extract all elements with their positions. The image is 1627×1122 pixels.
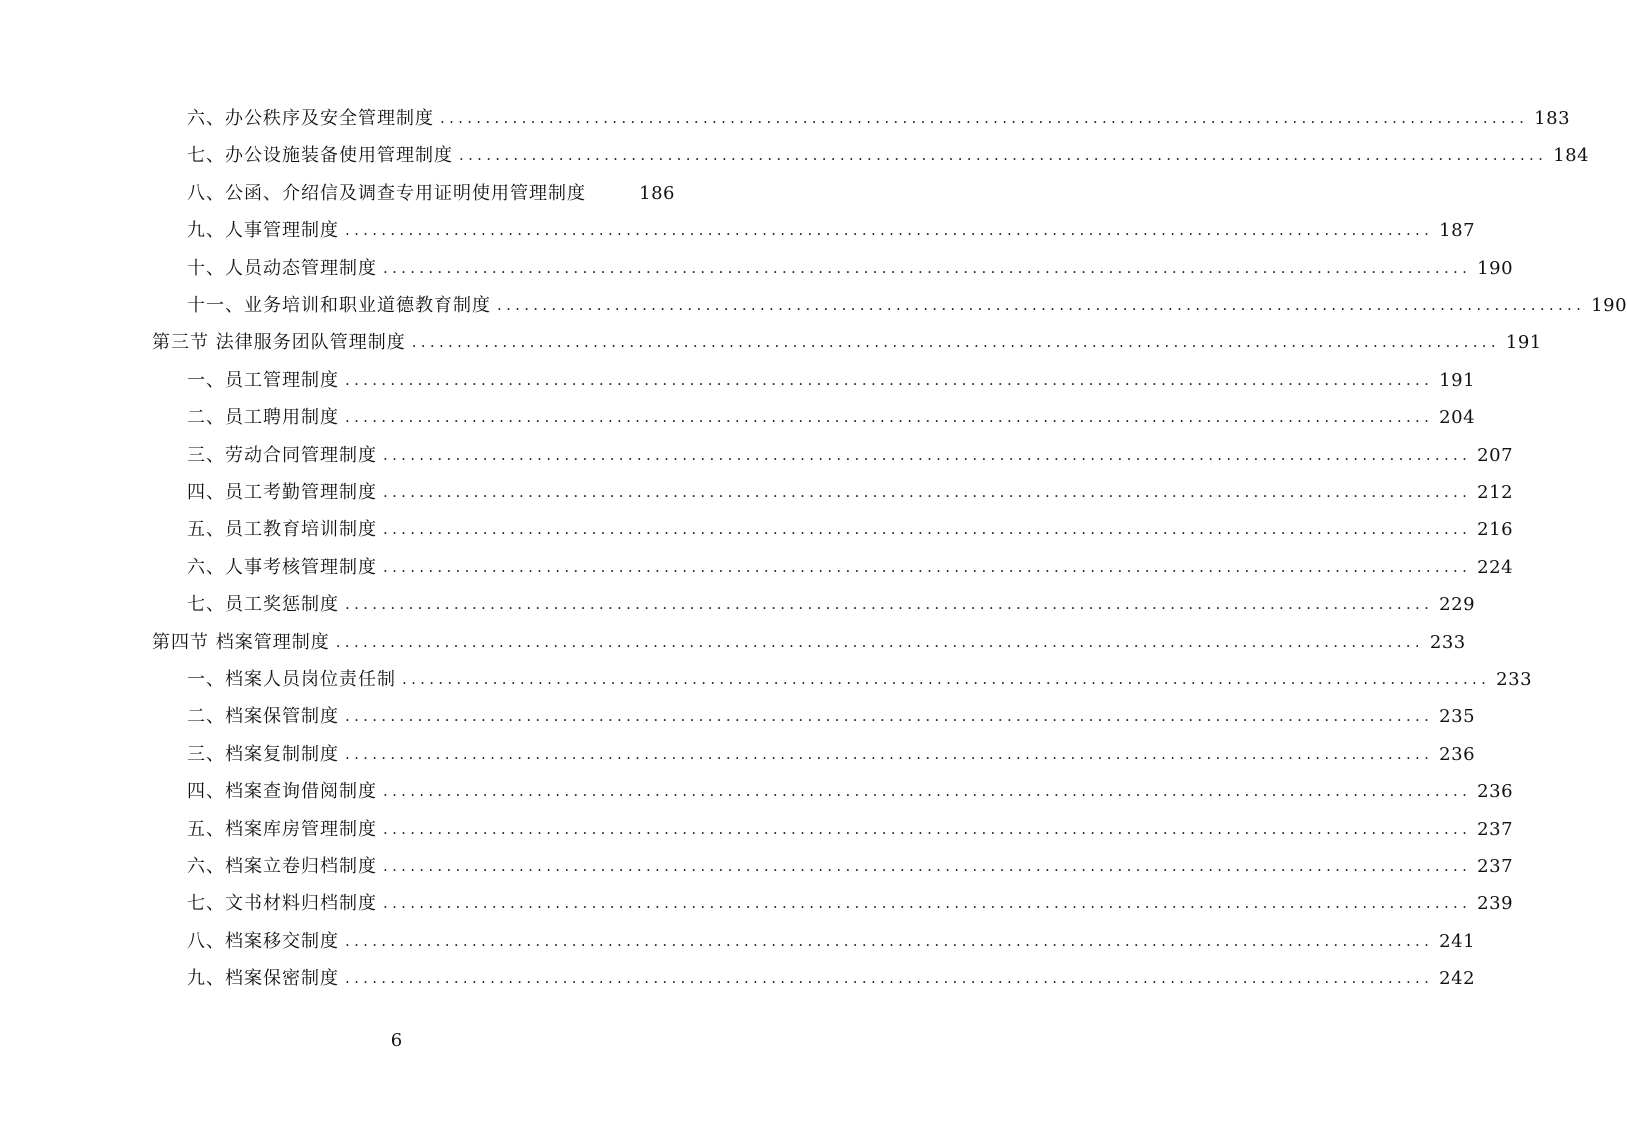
toc-entry-title: 七、员工奖惩制度 (187, 594, 339, 615)
toc-dot-leader: ........................................................................................................................ (383, 820, 1472, 838)
toc-entry[interactable] (187, 100, 1571, 137)
toc-entry[interactable] (152, 324, 1542, 361)
toc-entry-title: 六、办公秩序及安全管理制度 (187, 108, 434, 129)
toc-entry-title: 第四节 档案管理制度 (152, 632, 330, 653)
toc-entry-title: 五、档案库房管理制度 (187, 819, 377, 840)
toc-entry[interactable] (187, 250, 1514, 287)
toc-entry-page: 184 (1553, 145, 1590, 166)
toc-dot-leader: ........................................................................................................................ (411, 333, 1500, 351)
toc-dot-leader: ........................................................................................................................ (440, 109, 1529, 127)
toc-entry-page: 224 (1477, 557, 1514, 578)
toc-entry-title: 七、文书材料归档制度 (187, 893, 377, 914)
toc-entry[interactable] (187, 736, 1476, 773)
toc-dot-leader: ........................................................................................................................ (383, 857, 1472, 875)
toc-dot-leader: ........................................................................................................................ (345, 932, 1434, 950)
toc-entry-title: 五、员工教育培训制度 (187, 519, 377, 540)
toc-entry-title: 七、办公设施装备使用管理制度 (187, 145, 453, 166)
toc-entry-page: 187 (1439, 220, 1476, 241)
toc-entry-title: 六、档案立卷归档制度 (187, 856, 377, 877)
toc-dot-leader: ........................................................................................................................ (402, 670, 1491, 688)
toc-entry[interactable] (187, 287, 1627, 324)
toc-entry[interactable] (187, 923, 1476, 960)
toc-entry-page: 235 (1439, 706, 1476, 727)
toc-entry[interactable] (187, 474, 1514, 511)
toc-dot-leader: ........................................................................................................................ (345, 707, 1434, 725)
toc-entry[interactable] (187, 511, 1514, 548)
toc-entry[interactable] (187, 885, 1514, 922)
toc-entry-title: 二、员工聘用制度 (187, 407, 339, 428)
toc-dot-leader: ........................................................................................................................ (345, 745, 1434, 763)
toc-entry-title: 三、劳动合同管理制度 (187, 445, 377, 466)
toc-entry-page: 191 (1439, 370, 1476, 391)
toc-entry[interactable] (187, 137, 1590, 174)
toc-entry-page: 241 (1439, 931, 1476, 952)
toc-dot-leader: ........................................................................................................................ (459, 146, 1548, 164)
toc-dot-leader: ........................................................................................................................ (383, 446, 1472, 464)
toc-entry-page: 212 (1477, 482, 1514, 503)
toc-dot-leader: ........................................................................................................................ (345, 969, 1434, 987)
toc-entry[interactable] (187, 175, 675, 212)
toc-dot-leader: ........................................................................................................................ (345, 595, 1434, 613)
toc-entry-title: 四、档案查询借阅制度 (187, 781, 377, 802)
toc-entry-title: 一、员工管理制度 (187, 370, 339, 391)
toc-entry-title: 九、档案保密制度 (187, 968, 339, 989)
toc-entry-page: 233 (1429, 632, 1466, 653)
page-number: 6 (390, 1030, 403, 1051)
toc-entry-page: 237 (1477, 856, 1514, 877)
toc-dot-leader: ........................................................................................................................ (383, 259, 1472, 277)
toc-entry[interactable] (187, 848, 1514, 885)
toc-dot-leader: ........................................................................................................................ (345, 371, 1434, 389)
toc-entry-title: 十一、业务培训和职业道德教育制度 (187, 295, 491, 316)
toc-entry-page: 236 (1439, 744, 1476, 765)
toc-entry[interactable] (187, 212, 1476, 249)
toc-entry[interactable] (187, 698, 1476, 735)
toc-entry-page: 190 (1477, 258, 1514, 279)
toc-entry-title: 十、人员动态管理制度 (187, 258, 377, 279)
toc-dot-leader: ........................................................................................................................ (345, 408, 1434, 426)
toc-entry-page: 216 (1477, 519, 1514, 540)
toc-dot-leader: ........................................................................................................................ (383, 520, 1472, 538)
toc-dot-leader: ........................................................................................................................ (383, 894, 1472, 912)
toc-entry[interactable] (187, 362, 1476, 399)
toc-dot-leader: ........................................................................................................................ (335, 633, 1424, 651)
toc-entry[interactable] (187, 549, 1514, 586)
toc-entry-page: 229 (1439, 594, 1476, 615)
toc-entry[interactable] (187, 960, 1476, 997)
toc-entry-page: 186 (639, 183, 675, 204)
toc-entry-page: 204 (1439, 407, 1476, 428)
toc-entry[interactable] (187, 399, 1476, 436)
toc-dot-leader: ........................................................................................................................ (497, 296, 1586, 314)
toc-entry-title: 二、档案保管制度 (187, 706, 339, 727)
toc-entry-title: 第三节 法律服务团队管理制度 (152, 332, 406, 353)
toc-entry[interactable] (152, 624, 1466, 661)
toc-dot-leader: ........................................................................................................................ (345, 221, 1434, 239)
toc-entry-page: 233 (1496, 669, 1533, 690)
toc-entry-title: 三、档案复制制度 (187, 744, 339, 765)
toc-entry-page: 207 (1477, 445, 1514, 466)
toc-entry-page: 239 (1477, 893, 1514, 914)
toc-entry-title: 一、档案人员岗位责任制 (187, 669, 396, 690)
toc-entry-title: 四、员工考勤管理制度 (187, 482, 377, 503)
toc-entry[interactable] (187, 773, 1514, 810)
toc-dot-leader: ........................................................................................................................ (383, 483, 1472, 501)
toc-entry[interactable] (187, 811, 1514, 848)
toc-dot-leader: ........................................................................................................................ (383, 558, 1472, 576)
toc-entry[interactable] (187, 661, 1533, 698)
toc-entry-page: 191 (1505, 332, 1542, 353)
toc-dot-leader: ........................................................................................................................ (383, 782, 1472, 800)
toc-entry-title: 八、档案移交制度 (187, 931, 339, 952)
toc-entry[interactable] (187, 586, 1476, 623)
toc-entry[interactable] (187, 437, 1514, 474)
toc-entry-page: 236 (1477, 781, 1514, 802)
toc-entry-title: 八、公函、介绍信及调查专用证明使用管理制度 (187, 183, 586, 204)
toc-entry-page: 183 (1534, 108, 1571, 129)
toc-entry-page: 237 (1477, 819, 1514, 840)
toc-entry-page: 190 (1591, 295, 1627, 316)
toc-entry-title: 九、人事管理制度 (187, 220, 339, 241)
toc-entry-page: 242 (1439, 968, 1476, 989)
toc-entry-title: 六、人事考核管理制度 (187, 557, 377, 578)
